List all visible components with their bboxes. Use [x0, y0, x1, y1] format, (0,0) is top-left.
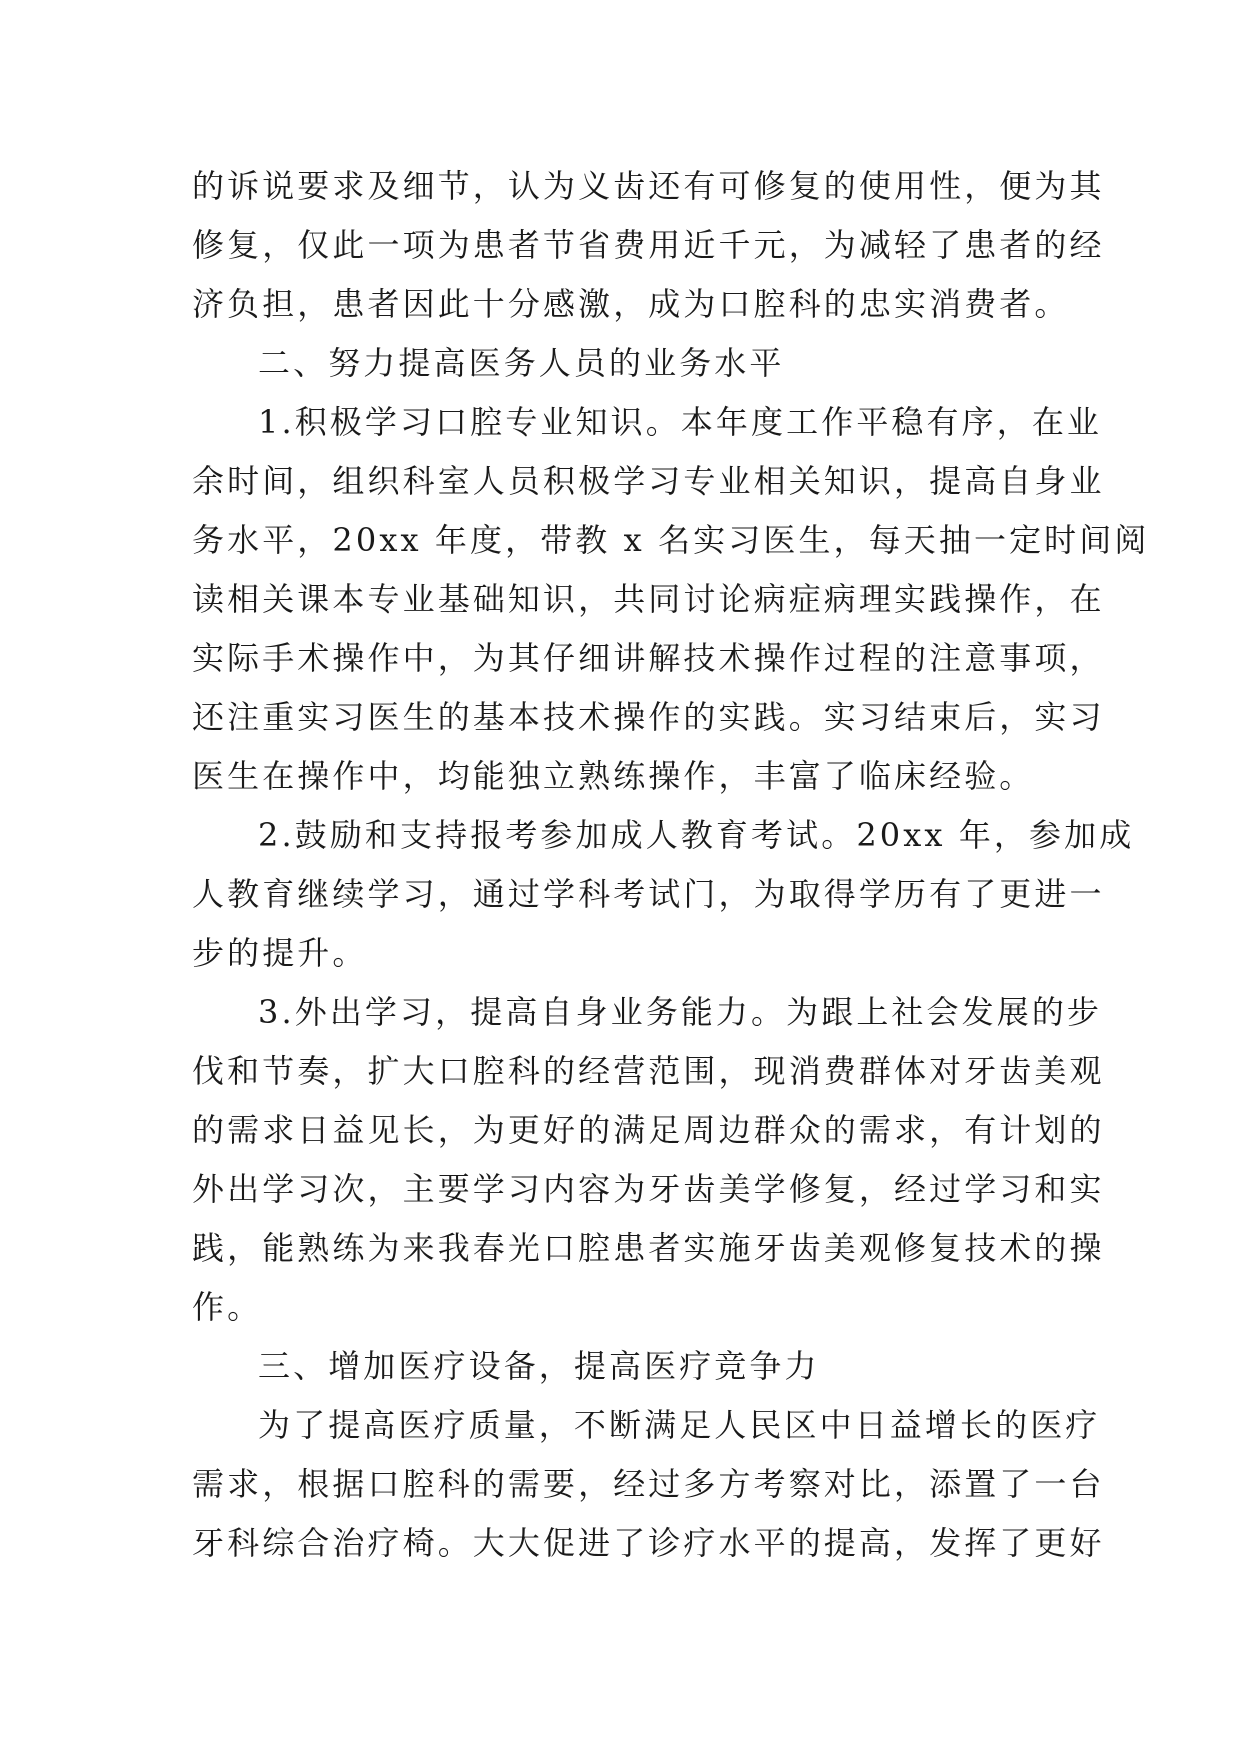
text-line: 的诉说要求及细节，认为义齿还有可修复的使用性，便为其	[192, 167, 1105, 205]
text-line: 济负担，患者因此十分感激，成为口腔科的忠实消费者。	[192, 285, 1070, 323]
text-line: 3.外出学习，提高自身业务能力。为跟上社会发展的步	[258, 993, 1103, 1031]
text-line: 读相关课本专业基础知识，共同讨论病症病理实践操作，在	[192, 580, 1105, 618]
text-line: 践，能熟练为来我春光口腔患者实施牙齿美观修复技术的操	[192, 1229, 1105, 1267]
text-line: 二、努力提高医务人员的业务水平	[258, 344, 785, 382]
document-body	[192, 157, 1150, 1573]
text-line: 外出学习次，主要学习内容为牙齿美学修复，经过学习和实	[192, 1170, 1105, 1208]
text-line: 三、增加医疗设备，提高医疗竞争力	[258, 1347, 820, 1385]
text-line: 需求，根据口腔科的需要，经过多方考察对比，添置了一台	[192, 1465, 1105, 1503]
text-line: 务水平，20xx 年度，带教 x 名实习医生，每天抽一定时间阅	[192, 521, 1150, 559]
text-line: 还注重实习医生的基本技术操作的实践。实习结束后，实习	[192, 698, 1105, 736]
text-line: 余时间，组织科室人员积极学习专业相关知识，提高自身业	[192, 462, 1105, 500]
text-line: 人教育继续学习，通过学科考试门，为取得学历有了更进一	[192, 875, 1105, 913]
text-line: 1.积极学习口腔专业知识。本年度工作平稳有序，在业	[258, 403, 1103, 441]
text-line: 为了提高医疗质量，不断满足人民区中日益增长的医疗	[258, 1406, 1101, 1444]
text-line: 2.鼓励和支持报考参加成人教育考试。20xx 年，参加成	[258, 816, 1135, 854]
text-line: 的需求日益见长，为更好的满足周边群众的需求，有计划的	[192, 1111, 1105, 1149]
text-line: 步的提升。	[192, 934, 368, 972]
text-line: 实际手术操作中，为其仔细讲解技术操作过程的注意事项，	[192, 639, 1105, 677]
text-line: 医生在操作中，均能独立熟练操作，丰富了临床经验。	[192, 757, 1035, 795]
text-line: 作。	[192, 1288, 263, 1326]
text-line: 牙科综合治疗椅。大大促进了诊疗水平的提高，发挥了更好	[192, 1524, 1105, 1562]
text-line: 伐和节奏，扩大口腔科的经营范围，现消费群体对牙齿美观	[192, 1052, 1105, 1090]
text-line: 修复，仅此一项为患者节省费用近千元，为减轻了患者的经	[192, 226, 1105, 264]
